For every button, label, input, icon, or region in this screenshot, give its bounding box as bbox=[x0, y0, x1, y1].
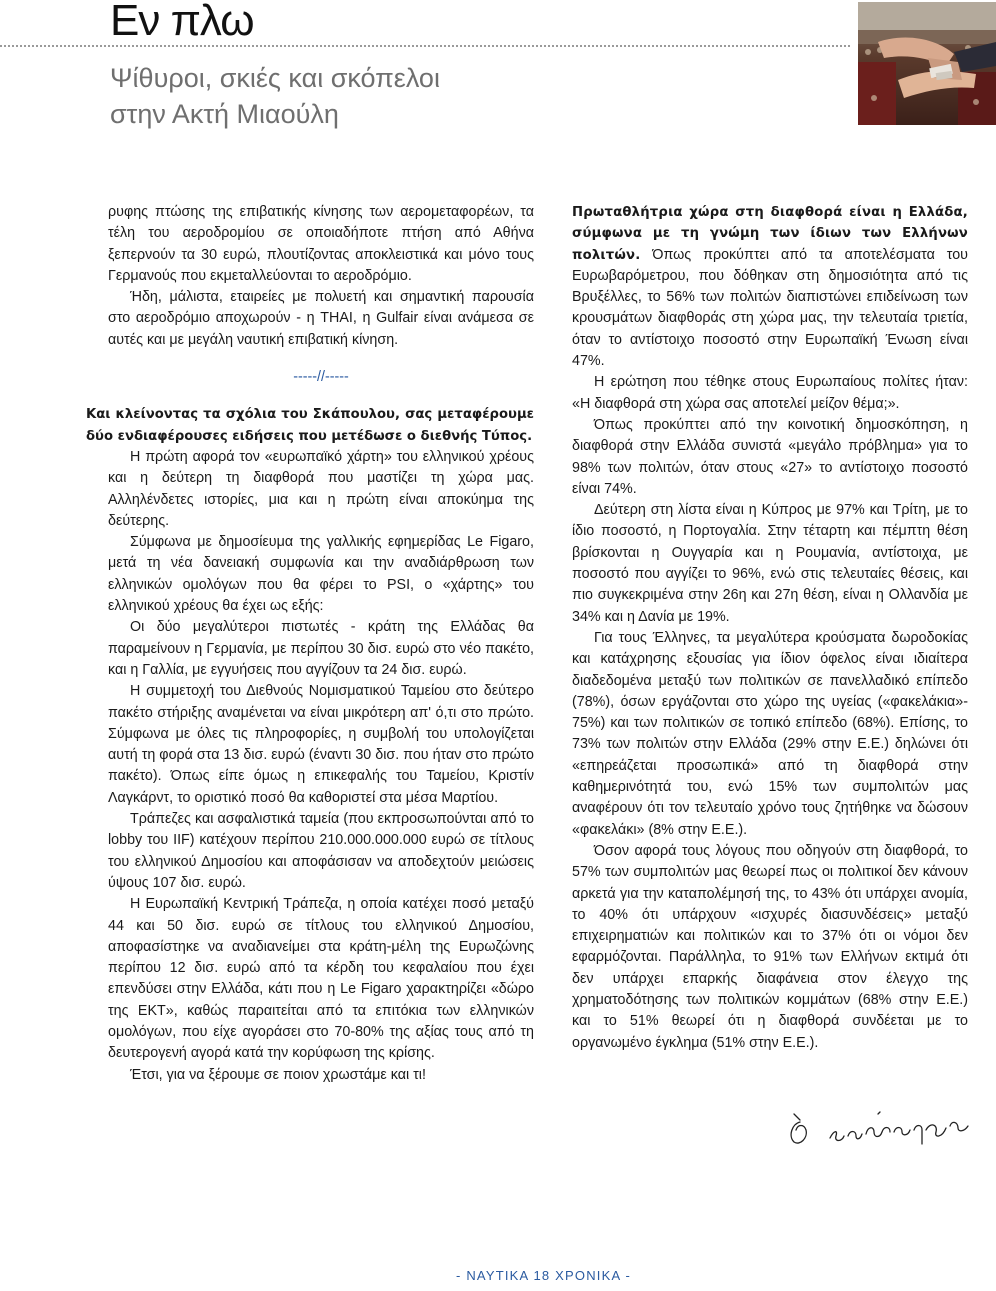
right-paragraph-2: Η ερώτηση που τέθηκε στους Ευρωπαίους πολίτες ήταν: «Η διαφθορά στη χώρα σας αποτελεί μείζον θέμα;». bbox=[572, 374, 968, 412]
left-paragraph-1: ρυφης πτώσης της επιβατικής κίνησης των αερομεταφορέων, τα τέλη του αεροδρομίου σε οποιαδήποτε πτήση από Αθήνα ξεπερνούν τα 30 ευρώ, πλουτίζοντας αποκλειστικά και μόνο τους Γερμανούς που εκμεταλλεύονται το αεροδρόμιο. bbox=[108, 204, 534, 284]
left-paragraph-7: Τράπεζες και ασφαλιστικά ταμεία (που εκπροσωπούνται από το lobby του IIF) κατέχουν περίπου 210.000.000.000 ευρώ σε τίτλους του ελληνικού Δημοσίου και αποφάσισαν να αποδεχτούν μειώσεις ύψους 107 δισ. ευρώ. bbox=[108, 811, 534, 891]
right-paragraph-1 bbox=[572, 202, 968, 372]
left-paragraph-6: Η συμμετοχή του Διεθνούς Νομισματικού Ταμείου στο δεύτερο πακέτο στήριξης αναμένεται να είναι μικρότερη απ' ό,τι στο πρώτο. Σύμφωνα με όλες τις πληροφορίες, η συμβολή του υπολογίζεται αυτή τη φορά στα 13 δισ. ευρώ (έναντι 30 δισ. που ήταν στο πρώτο πακέτο). Όπως είπε όμως η επικεφαλής του Ταμείου, Κριστίν Λαγκάρντ, το οριστικό ποσό θα καθοριστεί στα μέσα Μαρτίου. bbox=[108, 683, 534, 806]
subtitle-line-2: στην Ακτή Μιαούλη bbox=[110, 99, 339, 129]
right-paragraph-6: Όσον αφορά τους λόγους που οδηγούν στη διαφθορά, το 57% των συμπολιτών μας θεωρεί πως οι πολιτικοί δεν κάνουν αρκετά για την καταπολέμησή της, το 43% ότι υπάρχει ανομία, το 40% ότι υπάρχουν «ισχυρές διασυνδέσεις» μεταξύ επιχειρηματιών και πολιτικών και το 37% ότι οι νόμοι δεν εφαρμόζονται. Παράλληλα, το 91% των Ελλήνων εκτιμά ότι δεν υπάρχει επαρκής διαφάνεια στον έλεγχο της χρηματοδότησης των πολιτικών κομμάτων (68% στην Ε.Ε.) και το 51% θεωρεί ότι η διαφθορά συνδέεται με το οργανωμένο έγκλημα (51% στην Ε.Ε.). bbox=[572, 842, 968, 1051]
subtitle-line-1: Ψίθυροι, σκιές και σκόπελοι bbox=[110, 63, 440, 93]
left-paragraph-3: Η πρώτη αφορά τον «ευρωπαϊκό χάρτη» του ελληνικού χρέους και η δεύτερη τη διαφθορά που μαστίζει τη χώρα μας. Αλληλένδετες ιστορίες, μια και η πρώτη είναι αποκύημα της δεύτερης. bbox=[108, 448, 534, 529]
left-column bbox=[86, 202, 534, 1086]
left-paragraph-5: Οι δύο μεγαλύτεροι πιστωτές - κράτη της Ελλάδας θα παραμείνουν η Γερμανία, με περίπου 30 δισ. ευρώ στο νέο πακέτο, και η Γαλλία, με εγγυήσεις που αγγίζουν τα 24 δισ. ευρώ. bbox=[108, 619, 534, 678]
parliament-handshake-photo bbox=[858, 2, 996, 125]
right-paragraph-5: Για τους Έλληνες, τα μεγαλύτερα κρούσματα δωροδοκίας και κατάχρησης εξουσίας για ίδιον όφελος είναι ιδιαίτερα διαδεδομένα μεταξύ των πολιτικών σε πανελλαδικό επίπεδο (78%), όσων εργάζονται στο χώρο της υγείας («φακελάκια»- 75%) και των πολιτικών σε τοπικό επίπεδο (68%). Επίσης, το 73% των πολιτών στην Ελλάδα (29% στην Ε.Ε.) δηλώνει ότι «επηρεάζεται προσωπικά» από τη διαφθορά στην καθημερινότητά του, ενώ 15% των συμπολιτών μας αναφέρουν ότι τον τελευταίο χρόνο τους ζητήθηκε να δώσουν «φακελάκι» (8% στην Ε.Ε.). bbox=[572, 629, 968, 838]
section-title: Εν πλω bbox=[110, 0, 254, 45]
left-paragraph-2: Ήδη, μάλιστα, εταιρείες με πολυετή και σημαντική παρουσία στο αεροδρόμιο αποχωρούν - η THAI, η Gulfair είναι ανάμεσα σε αυτές και με μεγάλη ναυτική επιβατική κίνηση. bbox=[108, 289, 534, 348]
right-paragraph-4: Δεύτερη στη λίστα είναι η Κύπρος με 97% και Τρίτη, με το ίδιο ποσοστό, η Πορτογαλία. Στην τέταρτη και πέμπτη θέση βρίσκονται η Ουγγαρία και η Ρουμανία, αντίστοιχα, με ποσοστό που αγγίζει το 96%, ενώ στις τελευταίες θέσεις, και πιο συγκεκριμένα στην 26η και 27η θέση, είναι η Ολλανδία με 34% και η Δανία με 19%. bbox=[572, 502, 968, 625]
left-paragraph-8: Η Ευρωπαϊκή Κεντρική Τράπεζα, η οποία κατέχει ποσό μεταξύ 44 και 50 δισ. ευρώ σε τίτλους του ελληνικού Δημοσίου, αποφασίστηκε να αναδιανείμει στα κράτη-μέλη της Ευρωζώνης περίπου 12 δισ. ευρώ από τα κέρδη του κεφαλαίου που έχει επενδύσει στην Ελλάδα, κάτι που η Le Figaro χαρακτηρίζει «δώρο της ΕΚΤ», καθώς παραιτείται από τα επιτόκια των ελληνικών ομολόγων, που είχε αγοράσει στο 70-80% της αξίας τους από τη δευτερογενή αγορά κατά την κορύφωση της κρίσης. bbox=[108, 896, 534, 1062]
header-divider bbox=[0, 45, 850, 47]
left-lead-paragraph: Και κλείνοντας τα σχόλια του Σκάπουλου, σας μεταφέρουμε δύο ενδιαφέρουσες ειδήσεις που μετέδωσε ο διεθνής Τύπος. bbox=[86, 407, 534, 444]
right-column bbox=[572, 202, 968, 1054]
right-paragraph-1-text: Όπως προκύπτει από τα αποτελέσματα του Ευρωβαρόμετρου, που δόθηκαν στη δημοσιότητα από τις Βρυξέλλες, το 56% των πολιτών διαπιστώνει επιδείνωση των κρουσμάτων διαφθοράς στη χώρα μας, την τελευταία τριετία, όταν το αντίστοιχο ποσοστό στην Ευρωπαϊκή Ένωση είναι 47%. bbox=[572, 246, 968, 370]
page-footer: - ΝΑΥΤΙΚΑ 18 ΧΡΟΝΙΚΑ - bbox=[456, 1268, 631, 1283]
article-subtitle bbox=[110, 60, 530, 132]
right-paragraph-3: Όπως προκύπτει από την κοινοτική δημοσκόπηση, η διαφθορά στην Ελλάδα συνιστά «μεγάλο πρόβλημα» για το 98% των πολιτών, όταν στους «27» το αντίστοιχο ποσοστό είναι 74%. bbox=[572, 416, 968, 497]
right-lead-bold: Πρωταθλήτρια χώρα στη διαφθορά είναι η Ελλάδα, σύμφωνα με τη γνώμη των ίδιων των Ελλήνων πολιτών. bbox=[572, 205, 968, 263]
section-separator: -----//----- bbox=[293, 369, 349, 386]
author-signature bbox=[782, 1100, 982, 1160]
signature-text bbox=[782, 1100, 788, 1101]
left-paragraph-4: Σύμφωνα με δημοσίευμα της γαλλικής εφημερίδας Le Figaro, μετά τη νέα δανειακή συμφωνία και την αναδιάρθρωση των ελληνικών ομολόγων που θα φέρει το PSI, ο «χάρτης» του ελληνικού χρέους θα έχει ως εξής: bbox=[108, 534, 534, 615]
left-paragraph-9: Έτσι, για να ξέρουμε σε ποιον χρωστάμε και τι! bbox=[130, 1066, 426, 1083]
